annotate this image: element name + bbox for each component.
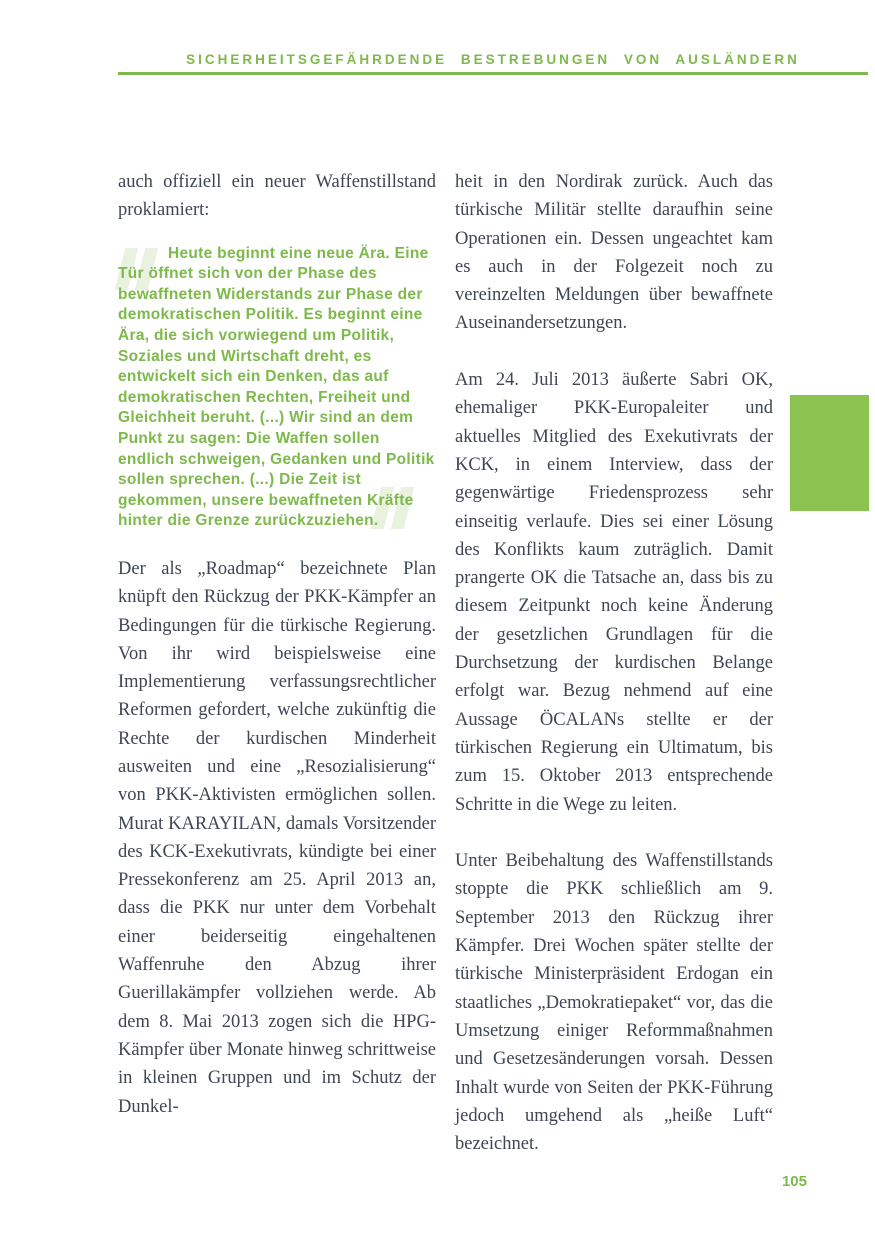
body-paragraph-right-1: heit in den Nordirak zurück. Auch das türkische Militär stellte daraufhin seine Operationen ein. Dessen ungeachtet kam es auch in der Folgezeit noch zu vereinzelten Meldungen über bewaffnete Auseinandersetzungen. [455, 172, 773, 334]
body-paragraph-right-2: Am 24. Juli 2013 äußerte Sabri OK, ehemaliger PKK-Europaleiter und aktuelles Mitglied des Exekutivrats der KCK, in einem Interview, dass der gegenwärtige Friedensprozess sehr einseitig verlaufe. Dies sei einer Lösung des Konflikts kaum zuträglich. Damit prangerte OK die Tatsache an, dass bis zu diesem Zeitpunkt noch keine Änderung der gesetzlichen Grundlagen für die Durchsetzung der kurdischen Belange erfolgt war. Bezug nehmend auf eine Aussage ÖCALANs stellte er der türkischen Regierung ein Ultimatum, bis zum 15. Oktober 2013 entsprechende Schritte in die Wege zu leiten. [455, 370, 773, 815]
chapter-section-tab [790, 395, 869, 511]
page-number: 105 [781, 1173, 807, 1190]
body-paragraph-right-3: Unter Beibehaltung des Waffenstillstands stoppte die PKK schließlich am 9. September 2013 den Rückzug ihrer Kämpfer. Drei Wochen später stellte der türkische Ministerpräsident Erdogan ein staatliches „Demokratiepaket“ vor, das die Umsetzung einiger Reformmaßnahmen und Gesetzesänderungen vorsah. Dessen Inhalt wurde von Seiten der PKK-Führung jedoch umgehend als „heiße Luft“ bezeichnet. [455, 851, 773, 1155]
page-header-title: SICHERHEITSGEFÄHRDENDE BESTREBUNGEN VON AUSLÄNDERN [186, 52, 800, 67]
quote-text: Heute beginnt eine neue Ära. Eine Tür öffnet sich von der Phase des bewaffneten Widerstands zur Phase der demokratischen Politik. Es beginnt eine Ära, die sich vorwiegend um Politik, Soziales und Wirtschaft dreht, es entwickelt sich ein Denken, das auf demokratischen Rechten, Freiheit und Gleichheit beruht. (...) Wir sind an dem Punkt zu sagen: Die Waffen sollen endlich schweigen, Gedanken und Politik sollen sprechen. (...) Die Zeit ist gekommen, unsere bewaffneten Kräfte hinter die Grenze zurückzuziehen. [118, 244, 435, 530]
left-column [118, 168, 436, 1121]
intro-paragraph: auch offiziell ein neuer Waffenstillstand proklamiert: [118, 172, 436, 221]
header-rule [118, 72, 868, 75]
right-column [455, 168, 773, 1158]
body-paragraph-left: Der als „Roadmap“ bezeichnete Plan knüpft den Rückzug der PKK-Kämpfer an Bedingungen für die türkische Regierung. Von ihr wird beispielsweise eine Implementierung verfassungsrechtlicher Reformen gefordert, welche zukünftig die Rechte der kurdischen Minderheit ausweiten und eine „Resozialisierung“ von PKK-Aktivisten ermöglichen sollen. Murat KARAYILAN, damals Vorsitzender des KCK-Exekutivrats, kündigte bei einer Pressekonferenz am 25. April 2013 an, dass die PKK nur unter dem Vorbehalt einer beiderseitig eingehaltenen Waffenruhe den Abzug ihrer Guerillakämpfer vollziehen werde. Ab dem 8. Mai 2013 zogen sich die HPG-Kämpfer über Monate hinweg schrittweise in kleinen Gruppen und im Schutz der Dunkel- [118, 558, 436, 1117]
quote-block [118, 244, 436, 532]
